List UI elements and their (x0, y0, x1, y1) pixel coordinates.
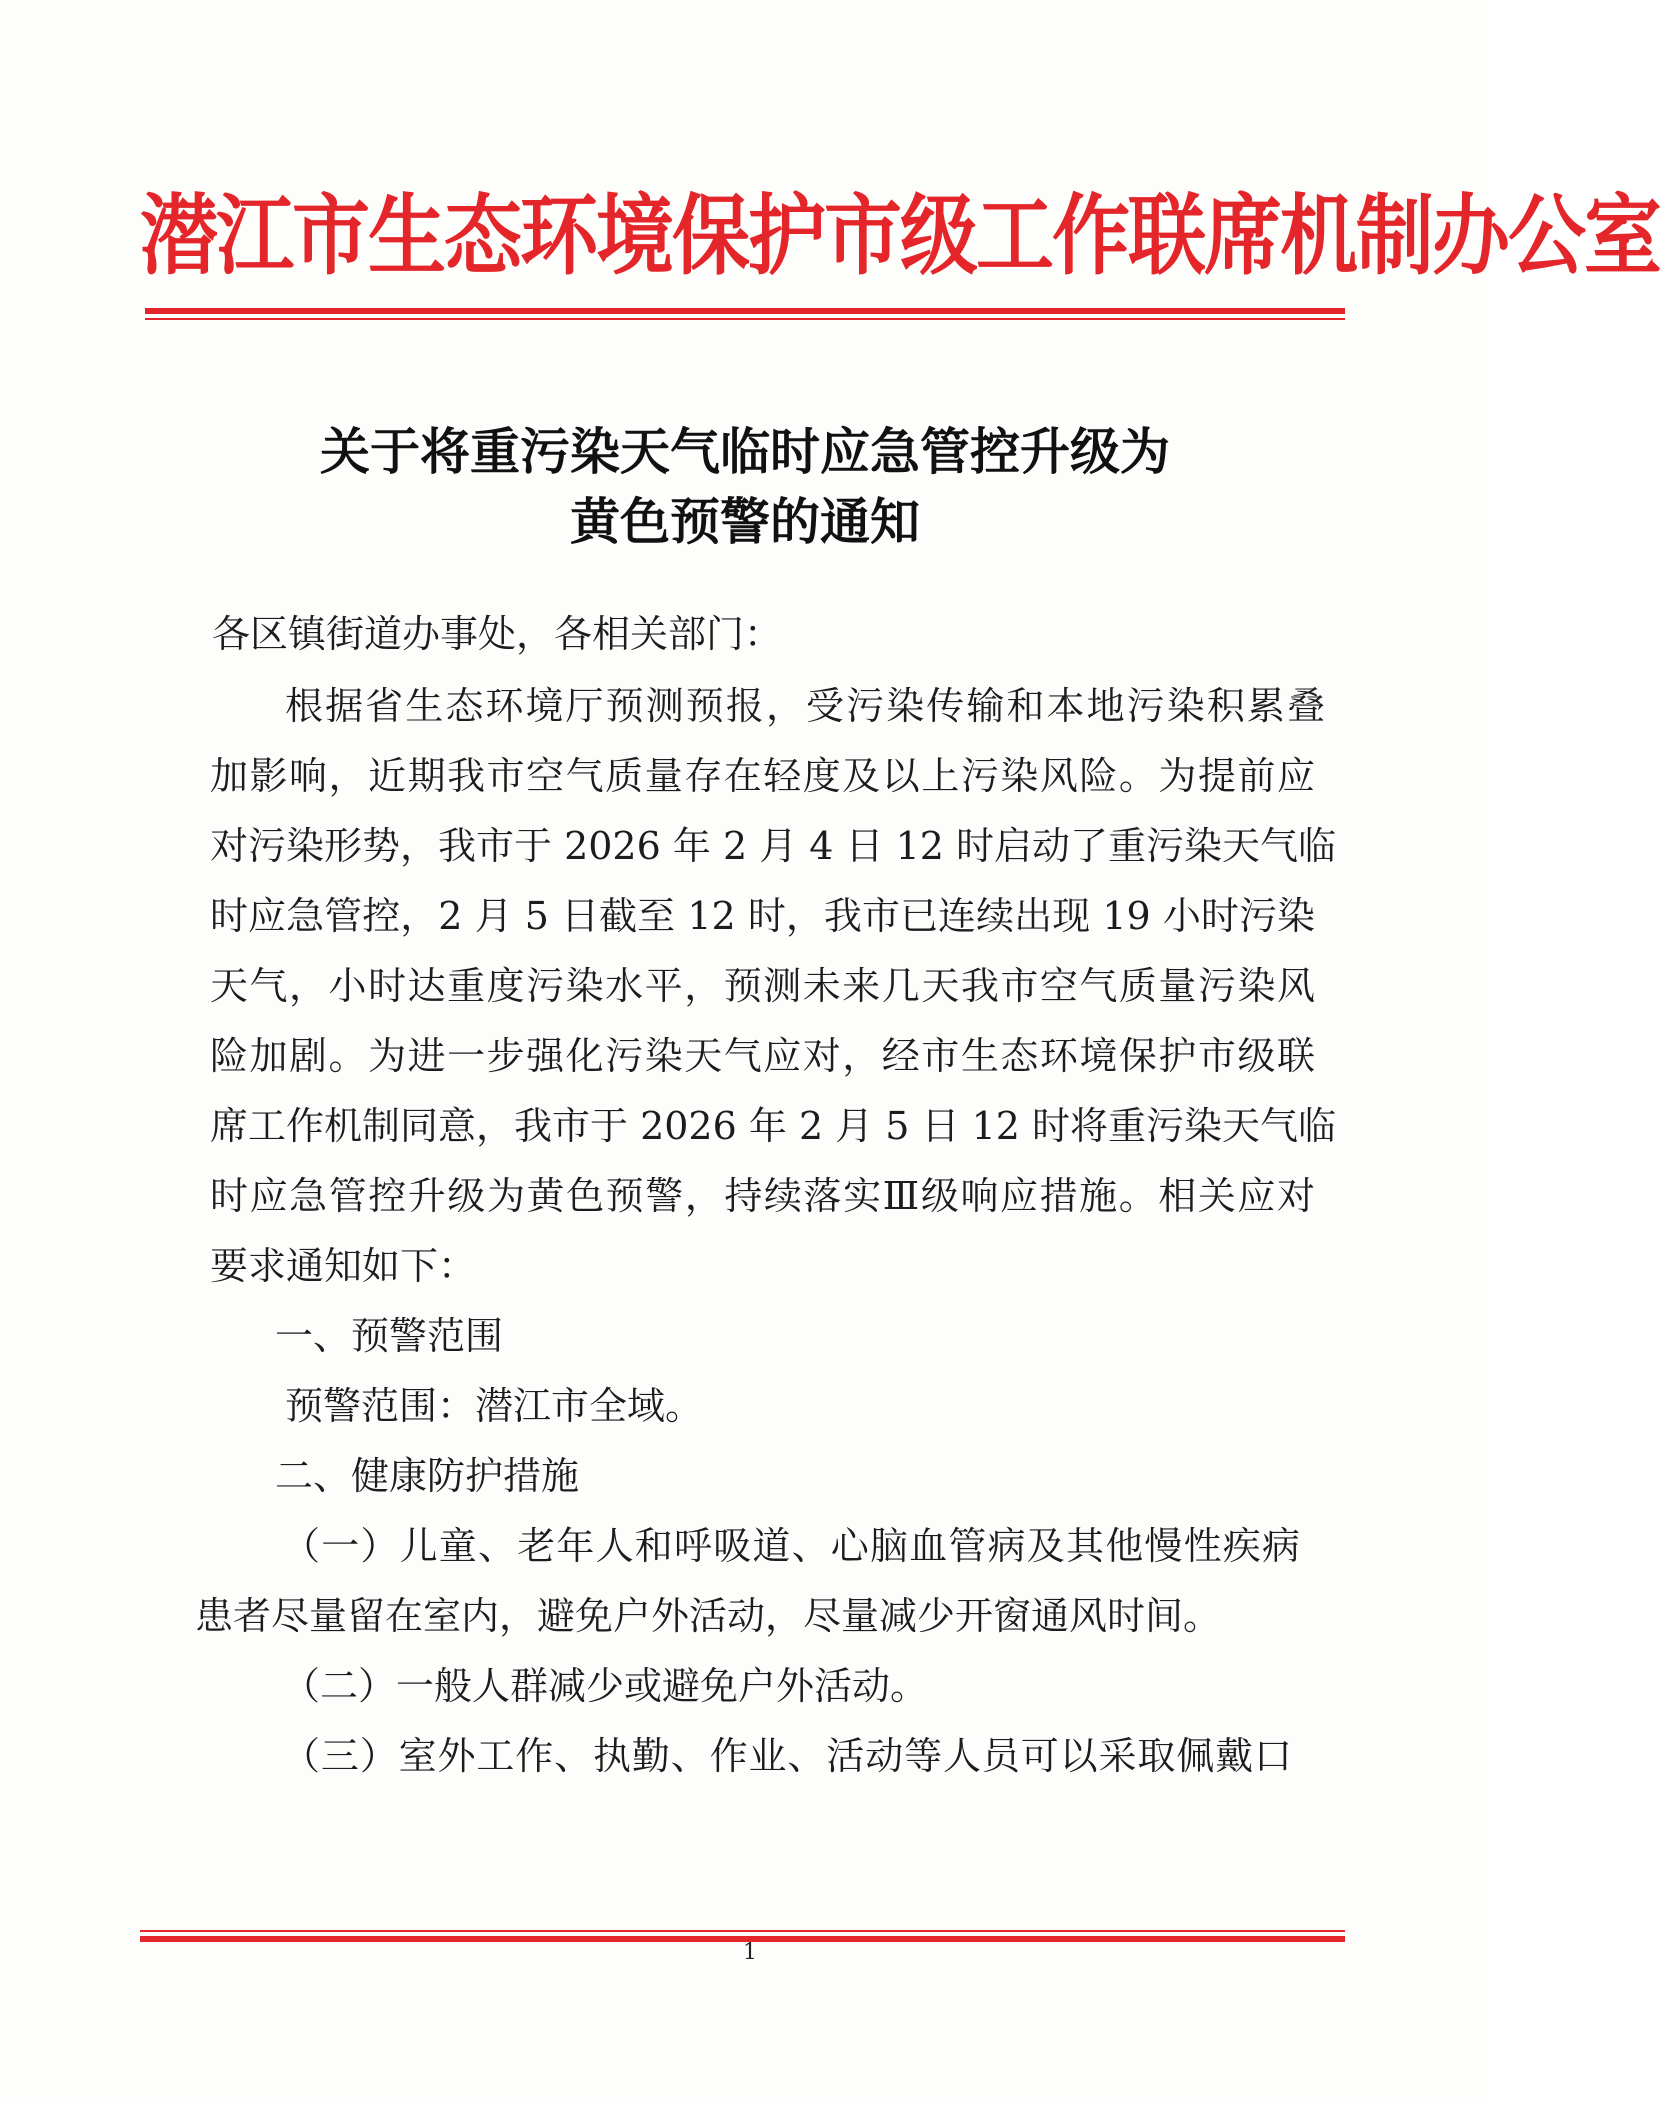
section-1-heading: 一、预警范围 (275, 1314, 504, 1358)
body-line: 险加剧。为进一步强化污染天气应对，经市生态环境保护市级联 (210, 1034, 1315, 1078)
page-number: 1 (743, 1940, 757, 1965)
section-2-item-1: （一）儿童、老年人和呼吸道、心脑血管病及其他慢性疾病 (282, 1524, 1300, 1568)
body-line: 时应急管控，2 月 5 日截至 12 时，我市已连续出现 19 小时污染 (210, 894, 1315, 938)
section-2-item-3: （三）室外工作、执勤、作业、活动等人员可以采取佩戴口 (282, 1734, 1292, 1778)
section-2-item-2: （二）一般人群减少或避免户外活动。 (282, 1664, 929, 1708)
header-rule-thick (145, 308, 1345, 314)
footer-rule-thin (140, 1930, 1345, 1932)
body-line: 天气，小时达重度污染水平，预测未来几天我市空气质量污染风 (210, 964, 1315, 1008)
body-line: 时应急管控升级为黄色预警，持续落实Ⅲ级响应措施。相关应对 (210, 1174, 1315, 1218)
section-2-heading: 二、健康防护措施 (275, 1454, 580, 1498)
header-rule-thin (145, 318, 1345, 320)
issuing-organization-header: 潜江市生态环境保护市级工作联席机制办公室 (140, 186, 1660, 288)
document-title-line-1: 关于将重污染天气临时应急管控升级为 (320, 423, 1170, 481)
body-line: 对污染形势，我市于 2026 年 2 月 4 日 12 时启动了重污染天气临 (210, 824, 1337, 868)
body-line: 席工作机制同意，我市于 2026 年 2 月 5 日 12 时将重污染天气临 (210, 1104, 1337, 1148)
section-2-item-1-continued: 患者尽量留在室内，避免户外活动，尽量减少开窗通风时间。 (195, 1594, 1222, 1638)
salutation: 各区镇街道办事处，各相关部门： (212, 612, 783, 656)
body-line: 要求通知如下： (210, 1244, 477, 1288)
section-1-content: 预警范围：潜江市全域。 (285, 1384, 704, 1428)
body-line: 加影响，近期我市空气质量存在轻度及以上污染风险。为提前应 (210, 754, 1315, 798)
document-title-line-2: 黄色预警的通知 (570, 493, 920, 551)
body-line: 根据省生态环境厅预测预报，受污染传输和本地污染积累叠 (285, 684, 1325, 728)
